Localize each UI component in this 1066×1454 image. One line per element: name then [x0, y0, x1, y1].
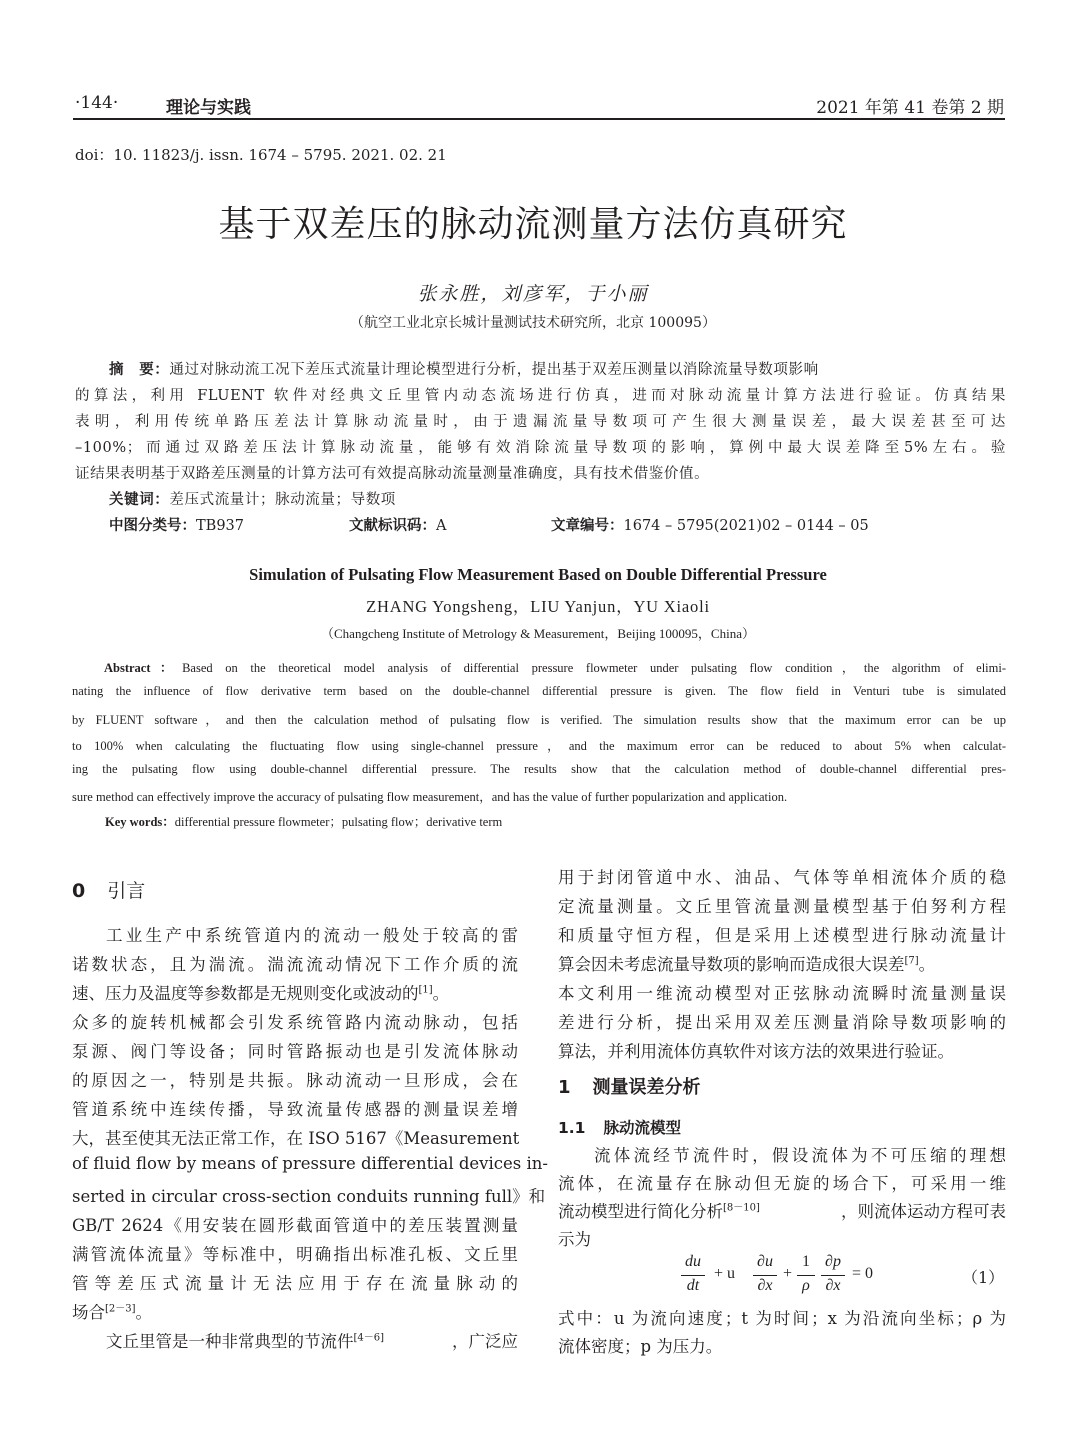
eq-denominator: ∂x [757, 1277, 773, 1294]
eq-operator: + [783, 1265, 793, 1282]
doc-label: 文献标识码： [349, 518, 436, 534]
text-line: of fluid flow by means of pressure differential devices in- [72, 1154, 548, 1173]
keywords-zh-label: 关键词： [109, 492, 170, 508]
fraction-bar [797, 1275, 815, 1276]
text-line: 用于封闭管道中水、油品、气体等单相流体介质的稳 [558, 868, 1006, 887]
abstract-en-line: by FLUENT software，and then the calculation method of pulsating flow is verified. The simulation results show that the maximum error can be up [72, 713, 1006, 727]
fraction-bar [753, 1275, 777, 1276]
text-line: 管道系统中连续传播，导致流量传感器的测量误差增 [72, 1100, 518, 1119]
text-line: 算法，并利用流体仿真软件对该方法的效果进行验证。 [558, 1042, 954, 1061]
issue-info: 2021 年第 41 卷第 2 期 [816, 98, 1004, 118]
text-line [558, 1198, 1006, 1222]
text-line-part: 。 [918, 955, 936, 974]
eq-numerator: 1 [802, 1253, 810, 1270]
text-line [106, 1328, 518, 1352]
header-rule [73, 118, 1005, 120]
citation: [1] [418, 984, 433, 996]
text-line: serted in circular cross-section conduits running full》和 [72, 1187, 546, 1206]
text-line: 本文利用一维流动模型对正弦脉动流瞬时流量测量误 [558, 984, 1006, 1003]
affiliation: （航空工业北京长城计量测试技术研究所，北京 100095） [350, 315, 716, 331]
eq-term: = 0 [852, 1265, 874, 1282]
abstract-en-line: Based on the theoretical model analysis of differential pressure flowmeter under pulsating flow condition，the algorithm of elimi- [182, 661, 1006, 675]
abstract-zh-line: –100%；而通过双路差压法计算脉动流量，能够有效消除流量导数项的影响，算例中最大误差降至5%左右。验 [75, 440, 1006, 456]
abstract-en-line: to 100% when calculating the fluctuating flow using single-channel pressure，and the maximum error can be reduced to about 5% when calculat- [72, 739, 1006, 753]
text-line-part: ，则流体运动方程可表 [841, 1202, 1006, 1221]
text-line-part: 文丘里管是一种非常典型的节流件 [106, 1332, 354, 1351]
citation: [4－6] [353, 1332, 385, 1344]
keywords-zh-text: 差压式流量计；脉动流量；导数项 [169, 492, 396, 508]
text-line-part: ，广泛应 [452, 1332, 518, 1351]
fraction-bar [681, 1275, 705, 1276]
section-1-heading [558, 1073, 701, 1099]
text-line-part: 。 [432, 984, 450, 1003]
section-1-1-number: 1.1 [558, 1119, 586, 1137]
clc-label: 中图分类号： [109, 518, 196, 534]
abstract-zh-line: 证结果表明基于双路差压测量的计算方法可有效提高脉动流量测量准确度，具有技术借鉴价值。 [75, 466, 710, 482]
doi: doi：10. 11823/j. issn. 1674 – 5795. 2021. 02. 21 [75, 146, 447, 164]
text-line: 管等差压式流量计无法应用于存在流量脉动的 [72, 1274, 518, 1293]
section-0-heading [72, 876, 145, 903]
text-line-part: 算会因未考虑流量导数项的影响而造成很大误差 [558, 955, 905, 974]
section-0-title: 引言 [107, 880, 146, 902]
authors-en: ZHANG Yongsheng，LIU Yanjun，YU Xiaoli [366, 597, 710, 616]
text-line [558, 951, 935, 975]
text-line: GB/T 2624《用安装在圆形截面管道中的差压装置测量 [72, 1216, 518, 1235]
text-line: 满管流体流量》等标准中，明确指出标准孔板、文丘里 [72, 1245, 518, 1264]
text-line [72, 980, 449, 1004]
eq-denominator: ρ [802, 1277, 810, 1294]
abstract-en-line: nating the influence of flow derivative term based on the double-channel differential pressure is given. The flow field in Venturi tube is simulated [72, 684, 1006, 698]
text-line: 泵源、阀门等设备；同时管路振动也是引发流体脉动 [72, 1042, 518, 1061]
keywords-en-label: Key words： [105, 815, 175, 829]
text-line: 示为 [558, 1230, 591, 1249]
abstract-en-label: Abstract： [104, 661, 183, 675]
section-1-number: 1 [558, 1077, 571, 1098]
text-line-part: 速、压力及温度等参数都是无规则变化或波动的 [72, 984, 419, 1003]
keywords-en [105, 812, 502, 830]
text-line-part: 流动模型进行简化分析 [558, 1202, 723, 1221]
text-line: 和质量守恒方程，但是采用上述模型进行脉动流量计 [558, 926, 1006, 945]
text-line: 差进行分析，提出采用双差压测量消除导数项影响的 [558, 1013, 1006, 1032]
fraction-bar [821, 1275, 845, 1276]
clc-value: TB937 [196, 518, 245, 534]
doc-code [349, 514, 446, 535]
abstract-zh-line: 的算法，利用 FLUENT 软件对经典文丘里管内动态流场进行仿真，进而对脉动流量计算方法进行验证。仿真结果 [75, 388, 1006, 404]
article-value: 1674 – 5795(2021)02 – 0144 – 05 [623, 518, 869, 534]
abstract-zh-label: 摘 要： [109, 362, 170, 378]
text-line: 定流量测量。文丘里管流量测量模型基于伯努利方程 [558, 897, 1006, 916]
section-1-1-title: 脉动流模型 [603, 1119, 681, 1137]
eq-term: + u [714, 1265, 736, 1282]
classification [109, 514, 244, 535]
citation: [8－10] [723, 1202, 760, 1214]
text-line: 工业生产中系统管道内的流动一般处于较高的雷 [106, 926, 518, 945]
paper-title: 基于双差压的脉动流测量方法仿真研究 [218, 204, 848, 245]
abstract-zh-line: 通过对脉动流工况下差压式流量计理论模型进行分析，提出基于双差压测量以消除流量导数项影响 [169, 362, 819, 378]
eq-denominator: dt [686, 1277, 700, 1294]
text-line: 流体密度；p 为压力。 [558, 1337, 723, 1356]
section-0-number: 0 [72, 880, 86, 902]
authors: 张永胜，刘彦军，于小丽 [417, 283, 649, 305]
text-line: 流体，在流量存在脉动但无旋的场合下，可采用一维 [558, 1174, 1006, 1193]
doc-value: A [436, 518, 447, 534]
section-1-title: 测量误差分析 [592, 1077, 701, 1098]
text-line [72, 1299, 152, 1323]
eq-denominator: ∂x [825, 1277, 841, 1294]
citation: [2－3] [105, 1303, 136, 1315]
keywords-en-text: differential pressure flowmeter；pulsating flow；derivative term [174, 815, 503, 829]
text-line: 众多的旋转机械都会引发系统管路内流动脉动，包括 [72, 1013, 518, 1032]
affiliation-en: （Changcheng Institute of Metrology & Measurement，Beijing 100095，China） [321, 626, 755, 641]
text-line-part: 场合 [72, 1303, 105, 1322]
abstract-en-line: sure method can effectively improve the accuracy of pulsating flow measurement，and has the value of further popularization and application. [72, 790, 788, 804]
text-line: 大，甚至使其无法正常工作，在 ISO 5167《Measurement [72, 1129, 520, 1148]
citation: [7] [904, 955, 919, 967]
text-line: 的原因之一，特别是共振。脉动流动一旦形成，会在 [72, 1071, 518, 1090]
eq-numerator: du [685, 1253, 701, 1270]
text-line: 流体流经节流件时，假设流体为不可压缩的理想 [594, 1146, 1006, 1165]
equation-1 [680, 1253, 890, 1303]
article-number [551, 514, 869, 535]
eq-numerator: ∂u [757, 1253, 773, 1270]
abstract-zh-line: 表明，利用传统单路压差法计算脉动流量时，由于遗漏流量导数项可产生很大测量误差，最大误差甚至可达 [75, 414, 1006, 430]
equation-number: （1） [962, 1268, 1005, 1287]
keywords-zh [109, 488, 396, 509]
section-1-1-heading [558, 1116, 681, 1138]
section-heading: 理论与实践 [166, 98, 251, 118]
text-line-part: 。 [135, 1303, 153, 1322]
article-label: 文章编号： [551, 518, 624, 534]
eq-numerator: ∂p [825, 1253, 841, 1270]
title-en: Simulation of Pulsating Flow Measurement Based on Double Differential Pressure [249, 565, 827, 584]
text-line: 诺数状态，且为湍流。湍流流动情况下工作介质的流 [72, 955, 518, 974]
text-line: 式中：u 为流向速度；t 为时间；x 为沿流向坐标；ρ 为 [558, 1309, 1006, 1328]
abstract-en-line: ing the pulsating flow using double-channel differential pressure. The results show that the calculation method of double-channel differential pres- [72, 762, 1006, 776]
page-number: ·144· [75, 93, 119, 113]
